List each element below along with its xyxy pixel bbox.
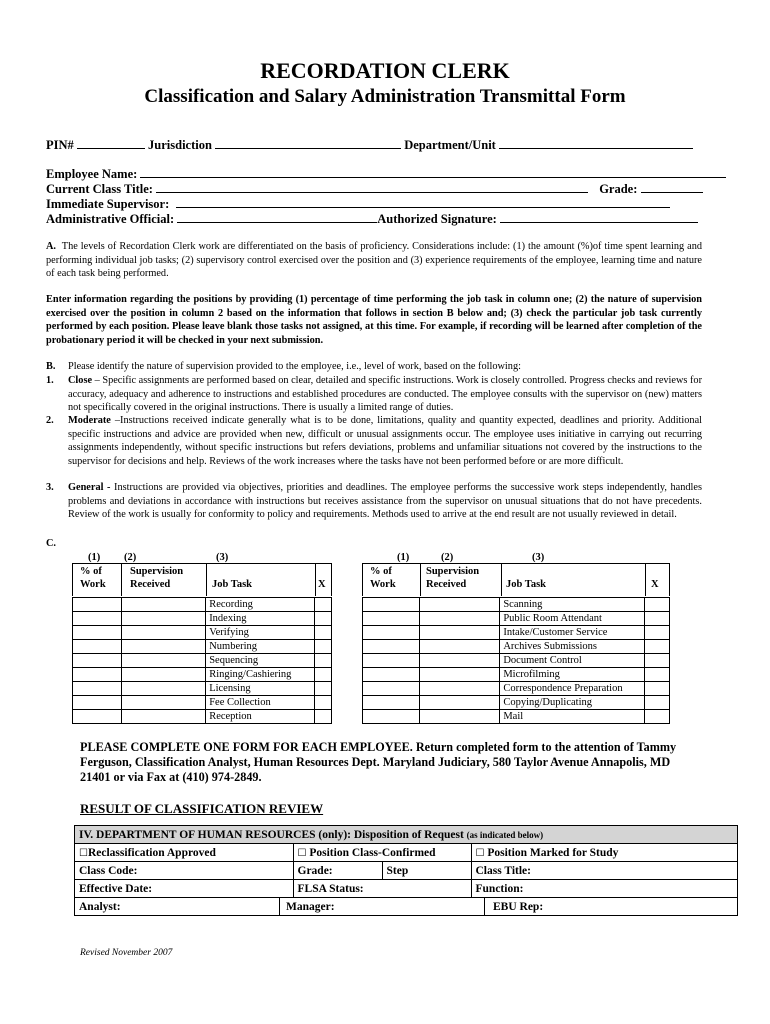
item-1-term: Close [68,375,93,386]
section-b-label: B. [46,361,56,372]
current-class-title-field[interactable] [156,182,588,193]
right-supervision-cell[interactable] [419,626,500,640]
left-task-row [73,598,332,612]
right-pct-cell[interactable] [363,598,420,612]
section-a-label: A. [46,241,57,252]
right-check-cell[interactable] [645,626,670,640]
right-supervision-cell[interactable] [419,640,500,654]
supervisor-row [46,197,670,212]
class-code-label: Class Code: [79,864,138,877]
right-col3-num: (3) [532,552,545,563]
left-task-row [73,710,332,724]
right-task-name: Scanning [500,598,645,612]
left-pct-cell[interactable] [73,682,122,696]
section-a [46,240,702,281]
left-task-name: Recording [206,598,315,612]
item-1-sep: – [92,375,103,386]
study-checkbox[interactable]: ☐ [475,847,485,859]
department-field[interactable] [499,138,693,149]
left-header-divider-3 [315,564,316,596]
confirmed-checkbox[interactable]: ☐ [297,847,307,859]
left-x-header: X [318,579,326,590]
left-check-cell[interactable] [315,626,332,640]
jurisdiction-field[interactable] [215,138,401,149]
left-task-row [73,626,332,640]
class-title-cell[interactable] [471,862,738,880]
class-code-cell[interactable] [75,862,294,880]
right-pct-cell[interactable] [363,626,420,640]
official-row [46,212,698,227]
right-task-row [363,710,670,724]
pin-label: PIN# [46,138,74,152]
flsa-label: FLSA Status: [297,882,364,895]
item-3-num: 3. [46,482,54,493]
reclass-cell[interactable] [75,844,294,862]
right-sup-line1: Supervision [426,566,480,577]
right-task-name: Intake/Customer Service [500,626,645,640]
result-heading: RESULT OF CLASSIFICATION REVIEW [80,801,324,816]
immediate-supervisor-field[interactable] [176,197,670,208]
right-supervision-cell[interactable] [419,682,500,696]
right-task-row [363,668,670,682]
left-supervision-cell[interactable] [121,626,205,640]
right-supervision-cell[interactable] [419,696,500,710]
left-supervision-cell[interactable] [121,612,205,626]
section-c-label: C. [46,538,57,549]
right-header-box [362,563,670,596]
authorized-signature-field[interactable] [500,212,698,223]
effective-date-cell[interactable] [75,880,294,898]
left-pct-line2: Work [80,579,106,590]
left-supervision-cell[interactable] [121,598,205,612]
right-x-header: X [651,579,659,590]
department-label: Department/Unit [404,138,496,152]
left-col3-num: (3) [216,552,229,563]
instructions: Enter information regarding the positions by providing (1) percentage of time performing the job task in column one; (2) the nature of supervision exercised over the position in column 2 based on the information that follows in section B below and; (3) check the particular job task currently performed by each position. Please leave blank those tasks not assigned, at this time. For example, if recording will be learned after completion of the probationary period it will be checked in your next submission. [46,294,702,346]
left-header-divider-1 [121,564,122,596]
analyst-cell[interactable] [75,898,280,916]
item-1-text: Specific assignments are performed based on clear, detailed and specific instructions. Work is closely controlled. Progress checks and reviews for accuracy, adequacy and adherence to instructions and established procedures are conducted. The employee consults with the supervisor on (new) matters not specifically covered in the original instructions. There is usually a limited range of duties. [68,375,703,413]
left-supervision-cell[interactable] [121,654,205,668]
right-check-cell[interactable] [645,682,670,696]
right-pct-cell[interactable] [363,668,420,682]
left-sup-line2: Received [130,579,171,590]
right-supervision-cell[interactable] [419,710,500,724]
form-title: RECORDATION CLERK [260,58,510,83]
right-task-row [363,626,670,640]
section-b-intro-row [46,360,702,374]
right-task-row [363,682,670,696]
administrative-official-label: Administrative Official: [46,212,175,226]
analyst-label: Analyst: [79,900,121,913]
revision-note: Revised November 2007 [80,948,173,958]
grade-cell[interactable] [293,862,382,880]
left-task-row [73,640,332,654]
reclass-label: Reclassification Approved [87,846,216,859]
item-3-term: General - [68,482,111,493]
right-task-name: Copying/Duplicating [500,696,645,710]
administrative-official-field[interactable] [177,212,377,223]
left-header-divider-2 [206,564,207,596]
flsa-cell[interactable] [293,880,471,898]
step-label: Step [386,864,409,877]
left-task-name: Licensing [206,682,315,696]
left-task-row [73,654,332,668]
item-1-num: 1. [46,375,54,386]
result-table [74,825,738,916]
left-task-name: Numbering [206,640,315,654]
grade-label: Grade: [599,182,638,196]
left-check-cell[interactable] [315,654,332,668]
authorized-signature-label: Authorized Signature: [377,212,497,226]
right-task-name: Mail [500,710,645,724]
right-check-cell[interactable] [645,668,670,682]
study-cell[interactable] [471,844,738,862]
employee-name-label: Employee Name: [46,167,138,181]
manager-cell[interactable] [280,898,485,916]
right-task-name: Document Control [500,654,645,668]
section-b-item-1 [46,374,702,415]
jurisdiction-label: Jurisdiction [148,138,212,152]
employee-name-row [46,167,726,182]
left-task-row [73,668,332,682]
left-pct-cell[interactable] [73,696,122,710]
class-title-row [46,182,703,197]
right-task-row [363,612,670,626]
immediate-supervisor-label: Immediate Supervisor: [46,197,170,211]
left-supervision-cell[interactable] [121,710,205,724]
section-b-item-3 [46,481,702,522]
right-supervision-cell[interactable] [419,598,500,612]
left-supervision-cell[interactable] [121,640,205,654]
result-grade-label: Grade: [297,864,333,877]
item-2-term: Moderate [68,415,111,426]
left-task-name: Ringing/Cashiering [206,668,315,682]
right-col1-num: (1) [397,552,410,563]
function-cell[interactable] [471,880,738,898]
left-task-row [73,682,332,696]
item-2-sep: – [110,415,121,426]
left-check-cell[interactable] [315,612,332,626]
right-task-row [363,696,670,710]
right-header-divider-1 [420,564,421,596]
study-label: Position Marked for Study [487,846,619,859]
left-check-cell[interactable] [315,668,332,682]
item-2-num: 2. [46,415,54,426]
ebu-label: EBU Rep: [493,900,544,913]
pin-field[interactable] [77,138,145,149]
left-task-name: Reception [206,710,315,724]
right-sup-line2: Received [426,579,467,590]
left-task-row [73,696,332,710]
left-pct-cell[interactable] [73,654,122,668]
right-check-cell[interactable] [645,696,670,710]
left-task-name: Sequencing [206,654,315,668]
item-3-text: Instructions are provided via objectives, priorities and deadlines. The employee performs the successive work steps independently, handles problems and deviations in accordance with instructions but receives assistance from the supervisor on unusual situations that do not have precedents. Review of the work is usually for conformity to policy and requirements. Methods used to arrive at the end result are not usually reviewed in detail. [68,482,702,520]
right-supervision-cell[interactable] [419,654,500,668]
right-check-cell[interactable] [645,710,670,724]
right-task-row [363,640,670,654]
left-supervision-cell[interactable] [121,696,205,710]
class-title-label: Class Title: [475,864,531,877]
result-header-note: (as indicated below) [466,829,544,840]
right-pct-line1: % of [370,566,392,577]
right-task-name: Microfilming [500,668,645,682]
left-check-cell[interactable] [315,710,332,724]
current-class-title-label: Current Class Title: [46,182,153,196]
left-sup-line1: Supervision [130,566,184,577]
left-col2-num: (2) [124,552,137,563]
left-check-cell[interactable] [315,696,332,710]
section-b-item-2 [46,414,702,468]
section-a-text: The levels of Recordation Clerk work are differentiated on the basis of proficiency. Considerations include: (1) the amount (%)of time spent learning and performing individual job tasks; (2) supervisory control exercised over the position and (3) experience requirements of the employee, learning time and nature of each task being performed. [46,241,703,279]
right-header-divider-2 [501,564,502,596]
left-header-box [72,563,332,596]
left-task-name: Indexing [206,612,315,626]
employee-name-field[interactable] [140,167,726,178]
right-pct-cell[interactable] [363,640,420,654]
grade-field[interactable] [641,182,703,193]
left-pct-cell[interactable] [73,640,122,654]
form-subtitle: Classification and Salary Administration Transmittal Form [144,86,626,107]
right-task-table [362,597,670,724]
right-task-row [363,654,670,668]
step-cell[interactable] [382,862,471,880]
manager-label: Manager: [286,900,335,913]
right-task-name: Public Room Attendant [500,612,645,626]
right-supervision-cell[interactable] [419,668,500,682]
confirmed-label: Position Class-Confirmed [309,846,436,859]
right-check-cell[interactable] [645,640,670,654]
right-task-name: Correspondence Preparation [500,682,645,696]
right-pct-cell[interactable] [363,696,420,710]
left-task-header: Job Task [212,579,252,590]
right-pct-cell[interactable] [363,710,420,724]
effective-date-label: Effective Date: [79,882,153,895]
right-task-header: Job Task [506,579,546,590]
submission-notice: PLEASE COMPLETE ONE FORM FOR EACH EMPLOYEE. Return completed form to the attention of Tammy Ferguson, Classification Analyst, Human Resources Dept. Maryland Judiciary, 580 Taylor Avenue Annapolis, MD 21401 or via Fax at (410) 974-2849. [80,740,677,784]
right-pct-line2: Work [370,579,396,590]
right-supervision-cell[interactable] [419,612,500,626]
left-col1-num: (1) [88,552,101,563]
right-task-row [363,598,670,612]
reclass-checkbox[interactable]: ☐ [79,847,88,859]
left-task-name: Fee Collection [206,696,315,710]
left-supervision-cell[interactable] [121,668,205,682]
right-col2-num: (2) [441,552,454,563]
left-check-cell[interactable] [315,640,332,654]
function-label: Function: [475,882,524,895]
right-pct-cell[interactable] [363,654,420,668]
confirmed-cell[interactable] [293,844,471,862]
left-task-table [72,597,332,724]
ebu-cell[interactable] [485,898,738,916]
left-pct-cell[interactable] [73,598,122,612]
right-pct-cell[interactable] [363,682,420,696]
left-check-cell[interactable] [315,682,332,696]
left-pct-cell[interactable] [73,668,122,682]
left-task-row [73,612,332,626]
result-header-cell [75,826,738,844]
right-task-name: Archives Submissions [500,640,645,654]
right-header-divider-3 [645,564,646,596]
left-pct-line1: % of [80,566,102,577]
pin-row [46,138,693,153]
result-header: IV. DEPARTMENT OF HUMAN RESOURCES (only): Disposition of Request [79,828,464,841]
left-check-cell[interactable] [315,598,332,612]
left-pct-cell[interactable] [73,710,122,724]
right-check-cell[interactable] [645,612,670,626]
section-b-intro: Please identify the nature of supervision provided to the employee, i.e., level of work, based on the following: [68,361,521,372]
left-pct-cell[interactable] [73,626,122,640]
right-check-cell[interactable] [645,654,670,668]
right-check-cell[interactable] [645,598,670,612]
left-pct-cell[interactable] [73,612,122,626]
item-2-text: Instructions received indicate generally what is to be done, limitations, quality and quantity expected, deadlines and priority. Additional specific instructions and advice are provided when new, difficult or unusual assignments occur. The employee uses initiative in carrying out recurring assignments independently, without specific instructions but refers deviations, problems and unfamiliar situations not covered by the instructions to the supervisor for decisions and help. Reviews of the work increases where the tasks have not been performed before or are more difficult. [68,415,703,467]
right-pct-cell[interactable] [363,612,420,626]
left-supervision-cell[interactable] [121,682,205,696]
left-task-name: Verifying [206,626,315,640]
